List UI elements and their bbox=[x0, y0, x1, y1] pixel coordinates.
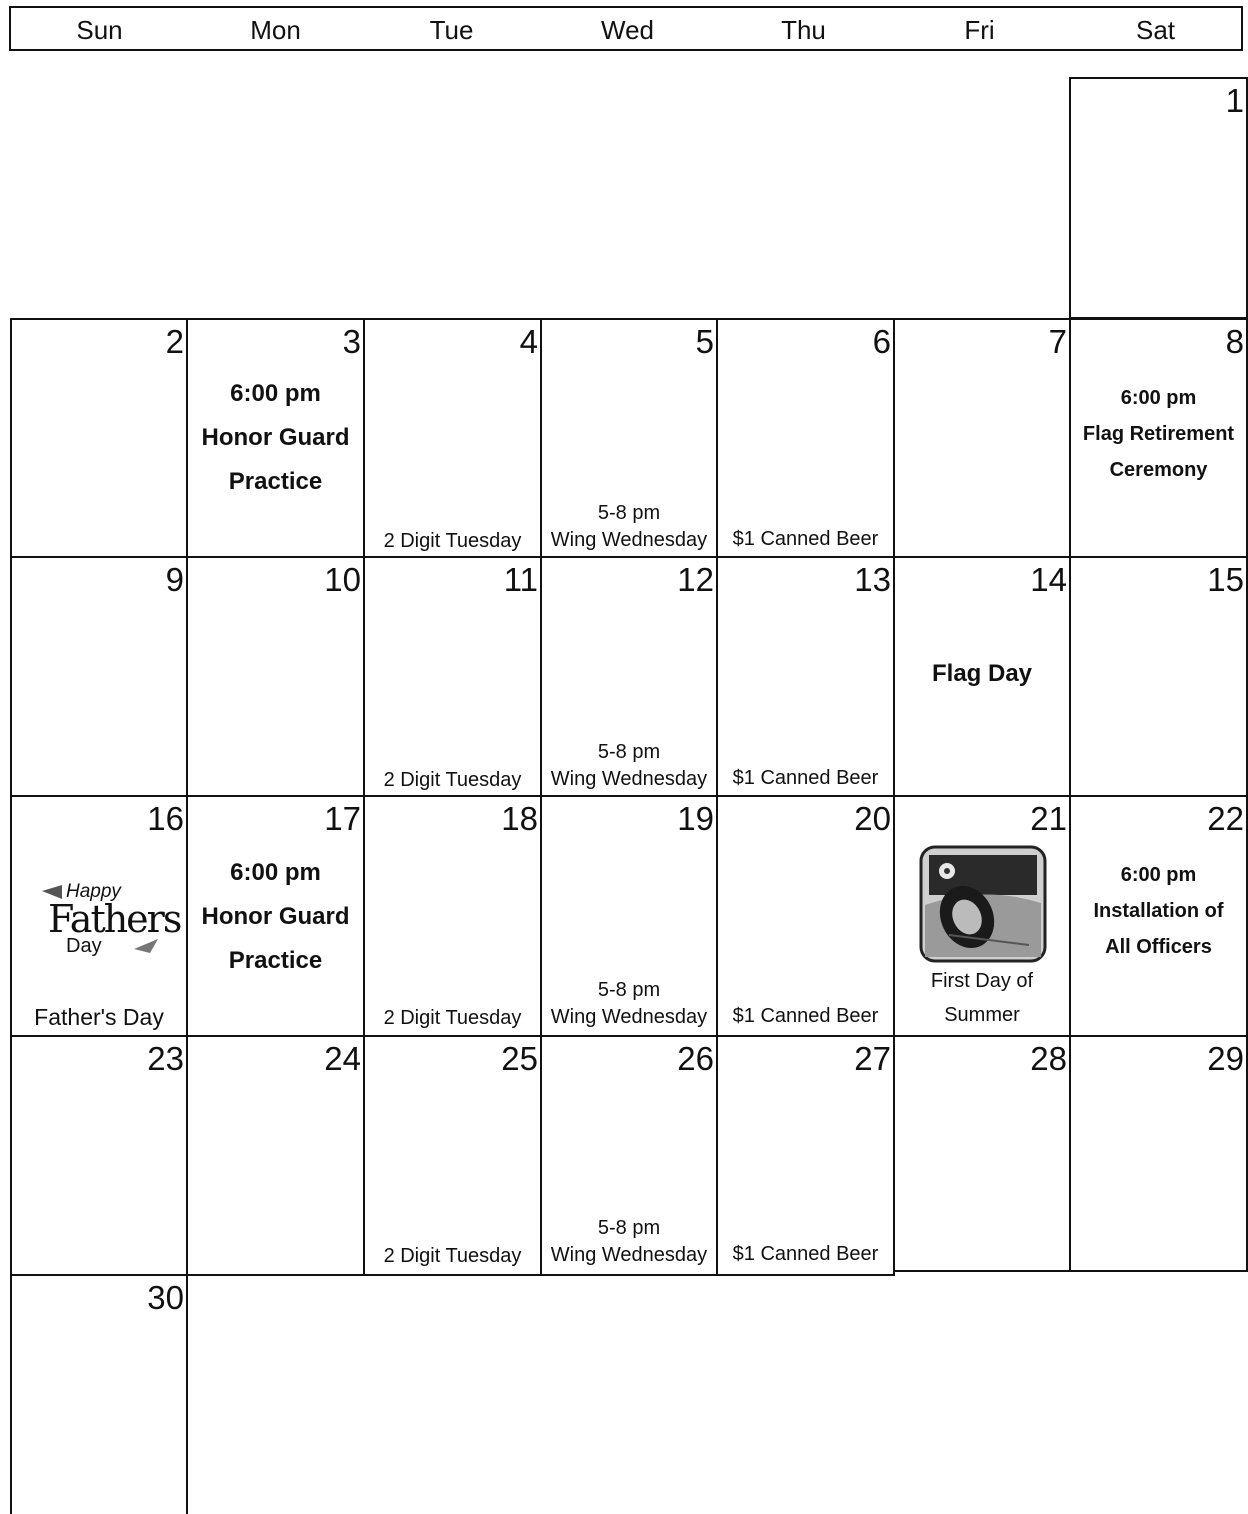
fathers-day-image bbox=[40, 879, 180, 969]
weekday-wed: Wed bbox=[601, 15, 654, 45]
day-number: 6 bbox=[872, 323, 891, 360]
fathers-art-happy: Happy bbox=[66, 881, 121, 902]
event-title-2: Practice bbox=[228, 947, 323, 974]
day-number: 11 bbox=[503, 561, 538, 598]
day-number: 8 bbox=[1225, 323, 1244, 360]
day-number: 26 bbox=[677, 1040, 714, 1077]
event-flag-day: Flag Day bbox=[931, 660, 1033, 687]
day-cell-8[interactable] bbox=[1069, 318, 1248, 558]
event-title: Flag Retirement bbox=[1082, 423, 1235, 445]
day-number: 2 bbox=[165, 323, 184, 360]
day-number: 14 bbox=[1030, 561, 1067, 598]
day-cell-7[interactable] bbox=[893, 318, 1071, 558]
day-cell-22[interactable] bbox=[1069, 795, 1248, 1037]
day-number: 3 bbox=[342, 323, 361, 360]
day-number: 19 bbox=[677, 800, 714, 837]
fathers-art-fathers: Fathers bbox=[48, 897, 181, 941]
day-number: 24 bbox=[324, 1040, 361, 1077]
event-time: 6:00 pm bbox=[230, 380, 321, 407]
day-cell-21[interactable] bbox=[893, 795, 1071, 1037]
day-cell-13[interactable] bbox=[716, 556, 895, 797]
event-first-day-summer-2: Summer bbox=[944, 1004, 1020, 1026]
day-number: 13 bbox=[854, 561, 891, 598]
day-cell-16[interactable] bbox=[10, 795, 188, 1037]
event-canned-beer: $1 Canned Beer bbox=[732, 1005, 879, 1027]
day-cell-9[interactable] bbox=[10, 556, 188, 797]
event-time: 5-8 pm bbox=[597, 979, 661, 1001]
day-cell-14[interactable] bbox=[893, 556, 1071, 797]
event-time: 5-8 pm bbox=[597, 741, 661, 763]
day-number: 1 bbox=[1225, 82, 1244, 119]
day-number: 17 bbox=[324, 800, 361, 837]
day-cell-29[interactable] bbox=[1069, 1035, 1248, 1272]
event-time: 6:00 pm bbox=[1120, 864, 1197, 886]
day-cell-26[interactable] bbox=[540, 1035, 718, 1276]
pennant-icon bbox=[40, 879, 180, 969]
event-wing-wednesday: Wing Wednesday bbox=[550, 1244, 708, 1266]
day-cell-19[interactable] bbox=[540, 795, 718, 1037]
weekday-tue: Tue bbox=[429, 15, 474, 45]
event-two-digit-tuesday: 2 Digit Tuesday bbox=[383, 1245, 522, 1267]
day-number: 20 bbox=[854, 800, 891, 837]
event-canned-beer: $1 Canned Beer bbox=[732, 528, 879, 550]
day-number: 10 bbox=[324, 561, 361, 598]
day-cell-18[interactable] bbox=[363, 795, 542, 1037]
day-number: 4 bbox=[519, 323, 538, 360]
day-number: 22 bbox=[1207, 800, 1244, 837]
day-number: 29 bbox=[1207, 1040, 1244, 1077]
day-number: 15 bbox=[1207, 561, 1244, 598]
weekday-fri: Fri bbox=[964, 15, 995, 45]
day-number: 12 bbox=[677, 561, 714, 598]
event-time: 6:00 pm bbox=[1120, 387, 1197, 409]
day-cell-2[interactable] bbox=[10, 318, 188, 558]
day-cell-30[interactable] bbox=[10, 1274, 188, 1514]
weekday-header bbox=[9, 6, 1243, 51]
day-number: 30 bbox=[147, 1279, 184, 1316]
event-canned-beer: $1 Canned Beer bbox=[732, 767, 879, 789]
event-wing-wednesday: Wing Wednesday bbox=[550, 1006, 708, 1028]
day-cell-11[interactable] bbox=[363, 556, 542, 797]
event-title: Honor Guard bbox=[201, 903, 350, 930]
day-number: 7 bbox=[1048, 323, 1067, 360]
day-number: 28 bbox=[1030, 1040, 1067, 1077]
day-cell-10[interactable] bbox=[186, 556, 365, 797]
day-cell-27[interactable] bbox=[716, 1035, 895, 1276]
day-cell-23[interactable] bbox=[10, 1035, 188, 1276]
weekday-mon: Mon bbox=[250, 15, 301, 45]
day-number: 5 bbox=[695, 323, 714, 360]
event-title-2: All Officers bbox=[1105, 936, 1212, 958]
summer-beach-icon bbox=[919, 845, 1047, 963]
event-first-day-summer-1: First Day of bbox=[930, 970, 1034, 992]
event-wing-wednesday: Wing Wednesday bbox=[550, 768, 708, 790]
event-title-2: Practice bbox=[228, 468, 323, 495]
day-cell-1[interactable] bbox=[1069, 77, 1248, 319]
event-title-2: Ceremony bbox=[1109, 459, 1208, 481]
day-number: 27 bbox=[854, 1040, 891, 1077]
day-cell-17[interactable] bbox=[186, 795, 365, 1037]
day-cell-24[interactable] bbox=[186, 1035, 365, 1276]
day-number: 18 bbox=[501, 800, 538, 837]
day-cell-12[interactable] bbox=[540, 556, 718, 797]
event-canned-beer: $1 Canned Beer bbox=[732, 1243, 879, 1265]
day-cell-6[interactable] bbox=[716, 318, 895, 558]
event-fathers-day: Father's Day bbox=[34, 1004, 164, 1030]
event-wing-wednesday: Wing Wednesday bbox=[550, 529, 708, 551]
fathers-art-day: Day bbox=[66, 935, 102, 957]
event-time: 5-8 pm bbox=[597, 1217, 661, 1239]
day-cell-5[interactable] bbox=[540, 318, 718, 558]
day-cell-25[interactable] bbox=[363, 1035, 542, 1276]
event-time: 6:00 pm bbox=[230, 859, 321, 886]
event-title: Installation of bbox=[1093, 900, 1224, 922]
day-cell-4[interactable] bbox=[363, 318, 542, 558]
day-cell-15[interactable] bbox=[1069, 556, 1248, 797]
weekday-sat: Sat bbox=[1135, 15, 1176, 45]
event-time: 5-8 pm bbox=[597, 502, 661, 524]
event-two-digit-tuesday: 2 Digit Tuesday bbox=[383, 530, 522, 552]
day-number: 21 bbox=[1030, 800, 1067, 837]
day-number: 9 bbox=[165, 561, 184, 598]
day-number: 16 bbox=[147, 800, 184, 837]
day-cell-3[interactable] bbox=[186, 318, 365, 558]
day-cell-28[interactable] bbox=[893, 1035, 1071, 1272]
day-number: 25 bbox=[501, 1040, 538, 1077]
weekday-thu: Thu bbox=[781, 15, 826, 45]
day-number: 23 bbox=[147, 1040, 184, 1077]
weekday-sun: Sun bbox=[76, 15, 123, 45]
event-title: Honor Guard bbox=[201, 424, 350, 451]
event-two-digit-tuesday: 2 Digit Tuesday bbox=[383, 1007, 522, 1029]
event-two-digit-tuesday: 2 Digit Tuesday bbox=[383, 769, 522, 791]
day-cell-20[interactable] bbox=[716, 795, 895, 1037]
